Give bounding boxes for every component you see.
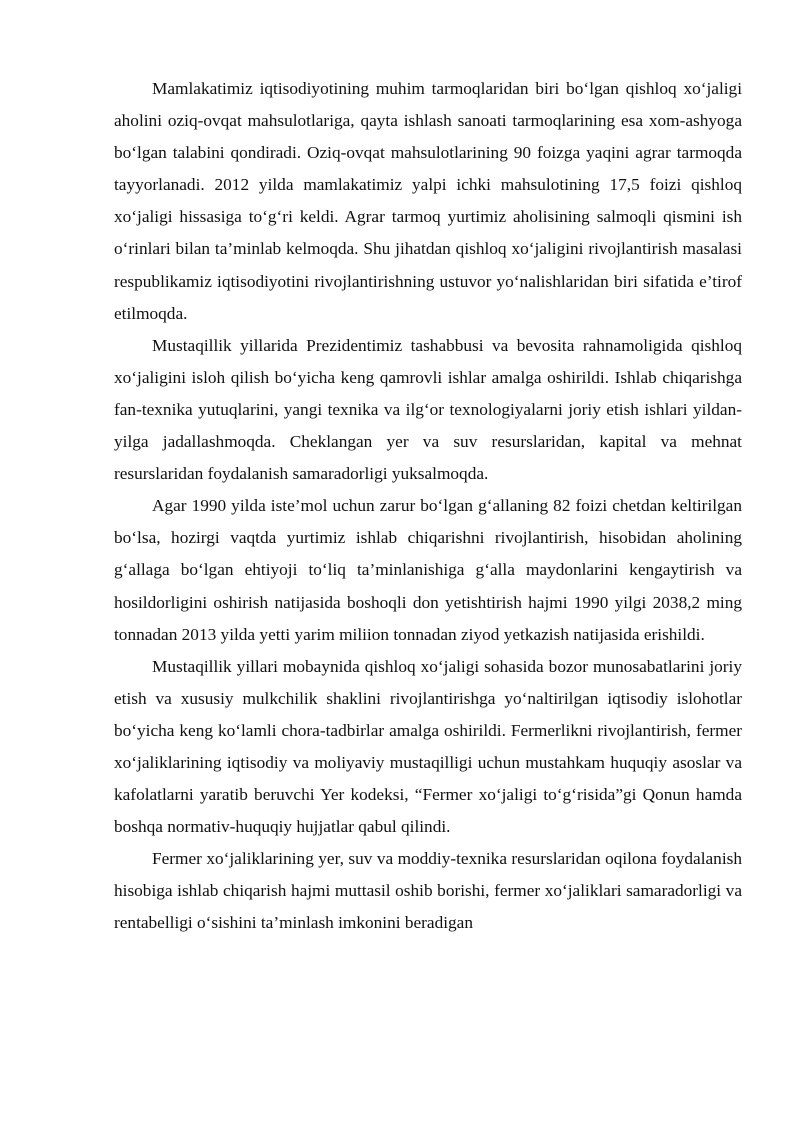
paragraph-5: Fermer xo‘jaliklarining yer, suv va moddiy-texnika resurslaridan oqilona foydalanish hisobiga ishlab chiqarish hajmi muttasil oshib borishi, fermer xo‘jaliklari samaradorligi va rentabelligi o‘sishini ta’minlash imkonini beradigan — [114, 849, 742, 933]
paragraph-4: Mustaqillik yillari mobaynida qishloq xo‘jaligi sohasida bozor munosabatlarini joriy etish va xususiy mulkchilik shaklini rivojlantirishga yo‘naltirilgan iqtisodiy islohotlar bo‘yicha keng ko‘lamli chora-tadbirlar amalga oshirildi. Fermerlikni rivojlantirish, fermer xo‘jaliklarining iqtisodiy va moliyaviy mustaqilligi uchun mustahkam huquqiy asoslar va kafolatlarni yaratib beruvchi Yer kodeksi, “Fermer xo‘jaligi to‘g‘risida”gi Qonun hamda boshqa normativ-huquqiy hujjatlar qabul qilindi. — [114, 656, 742, 837]
paragraph-1: Mamlakatimiz iqtisodiyotining muhim tarmoqlaridan biri bo‘lgan qishloq xo‘jaligi aholini oziq-ovqat mahsulotlariga, qayta ishlash sanoati tarmoqlarining esa xom-ashyoga bo‘lgan talabini qondiradi. Oziq-ovqat mahsulotlarining 90 foizga yaqini agrar tarmoqda tayyorlanadi. 2012 yilda mamlakatimiz yalpi ichki mahsulotining 17,5 foizi qishloq xo‘jaligi hissasiga to‘g‘ri keldi. Agrar tarmoq yurtimiz aholisining salmoqli qismini ish o‘rinlari bilan ta’minlab kelmoqda. Shu jihatdan qishloq xo‘jaligini rivojlantirish masalasi respublikamiz iqtisodiyotini rivojlantirishning ustuvor yo‘nalishlaridan biri sifatida e’tirof etilmoqda. — [114, 79, 742, 323]
paragraph-2: Mustaqillik yillarida Prezidentimiz tashabbusi va bevosita rahnamoligida qishloq xo‘jaligini isloh qilish bo‘yicha keng qamrovli ishlar amalga oshirildi. Ishlab chiqarishga fan-texnika yutuqlarini, yangi texnika va ilg‘or texnologiyalarni joriy etish ishlari yildan-yilga jadallashmoqda. Cheklangan yer va suv resurslaridan, kapital va mehnat resurslaridan foydalanish samaradorligi yuksalmoqda. — [114, 335, 742, 484]
document-page — [114, 73, 742, 940]
paragraph-3: Agar 1990 yilda iste’mol uchun zarur bo‘lgan g‘allaning 82 foizi chetdan keltirilgan bo‘lsa, hozirgi vaqtda yurtimiz ishlab chiqarishni rivojlantirish, hisobidan aholining g‘allaga bo‘lgan ehtiyoji to‘liq ta’minlanishiga g‘alla maydonlarini kengaytirish va hosildorligini oshirish natijasida boshoqli don yetishtirish hajmi 1990 yilgi 2038,2 ming tonnadan 2013 yilda yetti yarim miliion tonnadan ziyod yetkazish natijasida erishildi. — [114, 496, 742, 644]
